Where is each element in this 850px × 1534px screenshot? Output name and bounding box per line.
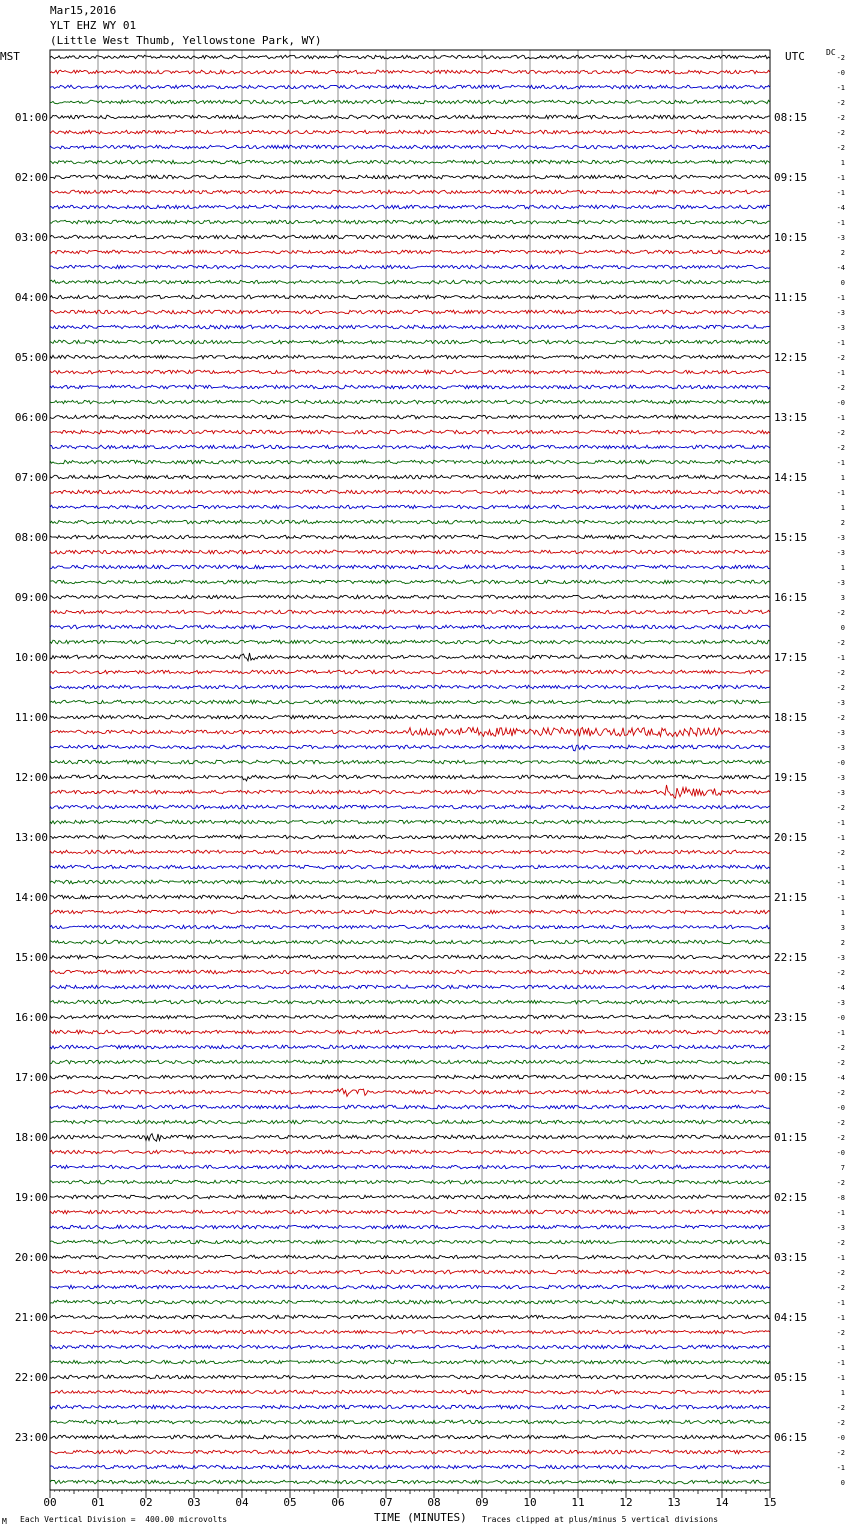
dc-offset-label: -1 (836, 879, 845, 887)
x-tick-label: 13 (667, 1496, 681, 1509)
trace-row-3 (50, 85, 770, 89)
dc-offset-label: 0 (840, 624, 845, 632)
dc-offset-label: 1 (840, 474, 845, 482)
header-date: Mar15,2016 (50, 4, 117, 17)
dc-offset-label: -4 (836, 204, 845, 212)
trace-row-51 (50, 805, 770, 809)
dc-offset-label: -2 (836, 1089, 845, 1097)
dc-offset-label: -3 (836, 699, 845, 707)
dc-offset-label: -0 (836, 1434, 845, 1442)
dc-offset-label: -2 (836, 1449, 845, 1457)
trace-row-91 (50, 1405, 770, 1409)
mst-hour-label: 18:00 (14, 1131, 48, 1144)
dc-offset-label: -1 (836, 294, 845, 302)
mst-hour-label: 19:00 (14, 1191, 48, 1204)
dc-offset-label: -1 (836, 174, 845, 182)
utc-hour-label: 08:15 (774, 111, 808, 124)
trace-row-43 (50, 685, 770, 689)
x-tick-label: 11 (571, 1496, 585, 1509)
trace-row-35 (50, 565, 770, 569)
trace-row-69 (50, 1075, 770, 1079)
dc-offset-label: -2 (836, 1269, 845, 1277)
dc-offset-label: -2 (836, 129, 845, 137)
dc-offset-label: -2 (836, 1284, 845, 1292)
dc-offset-label: -4 (836, 1074, 845, 1082)
dc-offset-label: -1 (836, 1299, 845, 1307)
trace-row-52 (50, 820, 770, 824)
trace-row-49 (50, 775, 770, 781)
dc-offset-label: -3 (836, 729, 845, 737)
mst-hour-label: 15:00 (14, 951, 48, 964)
utc-hour-label: 18:15 (774, 711, 808, 724)
dc-offset-label: -0 (836, 399, 845, 407)
trace-row-71 (50, 1105, 770, 1109)
trace-row-70 (50, 1089, 770, 1097)
utc-hour-label: 13:15 (774, 411, 808, 424)
mst-hour-label: 09:00 (14, 591, 48, 604)
dc-offset-label: -1 (836, 219, 845, 227)
x-tick-label: 06 (331, 1496, 345, 1509)
trace-row-44 (50, 700, 770, 704)
trace-row-84 (50, 1300, 770, 1304)
utc-hour-label: 16:15 (774, 591, 808, 604)
dc-offset-label: -1 (836, 1464, 845, 1472)
utc-hour-label: 19:15 (774, 771, 808, 784)
trace-row-18 (50, 310, 770, 314)
dc-offset-label: -1 (836, 189, 845, 197)
dc-offset-label: 2 (840, 249, 845, 257)
dc-offset-label: -3 (836, 744, 845, 752)
dc-offset-label: -2 (836, 609, 845, 617)
trace-row-1 (50, 55, 770, 59)
dc-offset-label: 0 (840, 1479, 845, 1487)
trace-row-34 (50, 550, 770, 554)
x-tick-label: 01 (91, 1496, 105, 1509)
trace-row-47 (50, 745, 770, 751)
trace-row-11 (50, 205, 770, 209)
trace-row-74 (50, 1150, 770, 1154)
trace-row-76 (50, 1180, 770, 1184)
x-tick-label: 10 (523, 1496, 537, 1509)
utc-hour-label: 22:15 (774, 951, 808, 964)
utc-hour-label: 21:15 (774, 891, 808, 904)
dc-offset-label: -3 (836, 549, 845, 557)
trace-row-63 (50, 985, 770, 989)
mst-hour-label: 10:00 (14, 651, 48, 664)
trace-row-37 (50, 595, 770, 599)
utc-hour-label: 20:15 (774, 831, 808, 844)
trace-row-79 (50, 1225, 770, 1229)
trace-row-77 (50, 1195, 770, 1199)
trace-row-39 (50, 625, 770, 629)
dc-offset-label: -3 (836, 789, 845, 797)
trace-row-12 (50, 220, 770, 224)
dc-offset-label: 1 (840, 159, 845, 167)
x-tick-label: 14 (715, 1496, 729, 1509)
dc-offset-label: -0 (836, 1014, 845, 1022)
x-tick-label: 12 (619, 1496, 633, 1509)
trace-row-53 (50, 835, 770, 839)
dc-offset-label: -2 (836, 1329, 845, 1337)
dc-offset-label: -3 (836, 579, 845, 587)
trace-row-54 (50, 850, 770, 854)
dc-offset-label: -2 (836, 354, 845, 362)
dc-offset-label: -4 (836, 264, 845, 272)
utc-hour-label: 12:15 (774, 351, 808, 364)
mst-hour-label: 06:00 (14, 411, 48, 424)
dc-offset-label: -2 (836, 144, 845, 152)
trace-row-31 (50, 505, 770, 509)
trace-row-73 (50, 1134, 770, 1142)
trace-row-30 (50, 490, 770, 494)
dc-offset-label: -8 (836, 1194, 845, 1202)
mst-hour-label: 16:00 (14, 1011, 48, 1024)
utc-hour-label: 05:15 (774, 1371, 808, 1384)
dc-offset-label: -3 (836, 954, 845, 962)
dc-offset-label: -1 (836, 369, 845, 377)
trace-row-20 (50, 340, 770, 344)
trace-row-67 (50, 1045, 770, 1049)
utc-hour-label: 17:15 (774, 651, 808, 664)
trace-row-6 (50, 130, 770, 134)
trace-row-29 (50, 475, 770, 479)
trace-row-14 (50, 250, 770, 254)
dc-offset-label: 1 (840, 564, 845, 572)
trace-row-41 (50, 653, 770, 661)
trace-row-87 (50, 1345, 770, 1349)
trace-row-85 (50, 1315, 770, 1319)
trace-row-56 (50, 880, 770, 884)
trace-row-88 (50, 1360, 770, 1364)
x-tick-label: 03 (187, 1496, 201, 1509)
trace-row-81 (50, 1255, 770, 1259)
trace-row-68 (50, 1060, 770, 1064)
dc-offset-label: -0 (836, 1104, 845, 1112)
trace-row-22 (50, 370, 770, 374)
trace-row-75 (50, 1165, 770, 1169)
dc-offset-label: -2 (836, 969, 845, 977)
trace-row-21 (50, 355, 770, 359)
x-tick-label: 02 (139, 1496, 153, 1509)
mst-hour-label: 17:00 (14, 1071, 48, 1084)
utc-hour-label: 00:15 (774, 1071, 808, 1084)
dc-offset-label: -2 (836, 1239, 845, 1247)
mst-hour-label: 08:00 (14, 531, 48, 544)
trace-row-24 (50, 400, 770, 404)
mst-hour-label: 05:00 (14, 351, 48, 364)
mst-hour-label: 13:00 (14, 831, 48, 844)
x-tick-label: 07 (379, 1496, 393, 1509)
utc-hour-label: 15:15 (774, 531, 808, 544)
dc-offset-label: 2 (840, 939, 845, 947)
dc-offset-label: 1 (840, 1389, 845, 1397)
trace-row-93 (50, 1435, 770, 1439)
dc-offset-label: -2 (836, 444, 845, 452)
dc-offset-label: -0 (836, 1149, 845, 1157)
dc-offset-label: -2 (836, 714, 845, 722)
trace-row-10 (50, 190, 770, 194)
trace-row-42 (50, 670, 770, 674)
trace-row-38 (50, 610, 770, 614)
trace-row-26 (50, 430, 770, 434)
trace-row-40 (50, 640, 770, 644)
trace-row-32 (50, 520, 770, 524)
trace-row-28 (50, 460, 770, 464)
trace-row-16 (50, 280, 770, 284)
header-location: (Little West Thumb, Yellowstone Park, WY) (50, 34, 322, 47)
trace-row-82 (50, 1270, 770, 1274)
dc-offset-label: -1 (836, 1209, 845, 1217)
dc-offset-label: -2 (836, 639, 845, 647)
scale-note: Each Vertical Division = 400.00 microvolts (20, 1515, 228, 1524)
utc-hour-label: 04:15 (774, 1311, 808, 1324)
utc-hour-label: 06:15 (774, 1431, 808, 1444)
dc-offset-label: -1 (836, 1344, 845, 1352)
utc-hour-label: 14:15 (774, 471, 808, 484)
mst-hour-label: 20:00 (14, 1251, 48, 1264)
dc-offset-label: 1 (840, 909, 845, 917)
trace-row-61 (50, 955, 770, 959)
dc-offset-label: -1 (836, 1029, 845, 1037)
trace-row-7 (50, 145, 770, 149)
dc-offset-label: -3 (836, 309, 845, 317)
dc-offset-label: -2 (836, 384, 845, 392)
utc-hour-label: 09:15 (774, 171, 808, 184)
trace-row-9 (50, 175, 770, 179)
trace-row-86 (50, 1330, 770, 1334)
dc-offset-label: -2 (836, 804, 845, 812)
trace-row-58 (50, 910, 770, 914)
trace-row-48 (50, 760, 770, 764)
dc-label: DC (826, 48, 836, 57)
x-tick-label: 04 (235, 1496, 249, 1509)
utc-hour-label: 01:15 (774, 1131, 808, 1144)
mst-hour-label: 04:00 (14, 291, 48, 304)
dc-offset-label: 3 (840, 924, 845, 932)
trace-row-57 (50, 895, 770, 899)
x-tick-label: 05 (283, 1496, 297, 1509)
x-tick-label: 09 (475, 1496, 489, 1509)
dc-offset-label: -2 (836, 1404, 845, 1412)
dc-offset-label: -3 (836, 1224, 845, 1232)
utc-hour-label: 23:15 (774, 1011, 808, 1024)
dc-offset-label: -2 (836, 1134, 845, 1142)
left-zone-label: MST (0, 50, 20, 63)
trace-row-2 (50, 70, 770, 74)
dc-offset-label: -1 (836, 414, 845, 422)
dc-offset-label: -2 (836, 1059, 845, 1067)
dc-offset-label: 0 (840, 279, 845, 287)
clip-note: Traces clipped at plus/minus 5 vertical divisions (482, 1515, 719, 1524)
trace-row-46 (50, 728, 770, 737)
dc-offset-label: 7 (840, 1164, 845, 1172)
dc-offset-label: -1 (836, 1374, 845, 1382)
dc-offset-label: 3 (840, 594, 845, 602)
trace-row-55 (50, 865, 770, 869)
dc-offset-label: -4 (836, 984, 845, 992)
trace-row-94 (50, 1450, 770, 1454)
trace-row-96 (50, 1480, 770, 1484)
dc-offset-label: -2 (836, 1044, 845, 1052)
trace-row-60 (50, 940, 770, 944)
mst-hour-label: 03:00 (14, 231, 48, 244)
trace-row-13 (50, 235, 770, 239)
dc-offset-label: -1 (836, 894, 845, 902)
mst-hour-label: 14:00 (14, 891, 48, 904)
dc-offset-label: -2 (836, 429, 845, 437)
dc-offset-label: -1 (836, 1359, 845, 1367)
utc-hour-label: 11:15 (774, 291, 808, 304)
dc-offset-label: -2 (836, 669, 845, 677)
dc-offset-label: -3 (836, 534, 845, 542)
trace-row-90 (50, 1390, 770, 1394)
dc-offset-label: -2 (836, 99, 845, 107)
trace-row-80 (50, 1240, 770, 1244)
dc-offset-label: -0 (836, 759, 845, 767)
dc-offset-label: -2 (836, 54, 845, 62)
trace-row-95 (50, 1465, 770, 1469)
trace-row-27 (50, 445, 770, 449)
dc-offset-label: -1 (836, 459, 845, 467)
utc-hour-label: 03:15 (774, 1251, 808, 1264)
x-tick-label: 00 (43, 1496, 57, 1509)
mst-hour-label: 07:00 (14, 471, 48, 484)
right-zone-label: UTC (785, 50, 805, 63)
trace-row-65 (50, 1015, 770, 1019)
x-tick-label: 08 (427, 1496, 441, 1509)
dc-offset-label: -1 (836, 1254, 845, 1262)
dc-offset-label: -2 (836, 849, 845, 857)
dc-offset-label: -3 (836, 774, 845, 782)
trace-row-92 (50, 1420, 770, 1424)
mst-hour-label: 22:00 (14, 1371, 48, 1384)
dc-offset-label: -3 (836, 999, 845, 1007)
dc-offset-label: -1 (836, 339, 845, 347)
utc-hour-label: 02:15 (774, 1191, 808, 1204)
dc-offset-label: -1 (836, 84, 845, 92)
dc-offset-label: -1 (836, 819, 845, 827)
trace-row-17 (50, 295, 770, 299)
dc-offset-label: -3 (836, 324, 845, 332)
mst-hour-label: 11:00 (14, 711, 48, 724)
dc-offset-label: -2 (836, 1179, 845, 1187)
trace-row-5 (50, 115, 770, 119)
dc-offset-label: -1 (836, 489, 845, 497)
header-station: YLT EHZ WY 01 (50, 19, 137, 32)
dc-offset-label: 2 (840, 519, 845, 527)
dc-offset-label: -3 (836, 234, 845, 242)
mst-hour-label: 21:00 (14, 1311, 48, 1324)
dc-offset-label: -1 (836, 654, 845, 662)
trace-row-19 (50, 325, 770, 329)
mst-hour-label: 23:00 (14, 1431, 48, 1444)
trace-row-89 (50, 1375, 770, 1379)
trace-row-64 (50, 1000, 770, 1004)
time-axis-title: TIME (MINUTES) (374, 1511, 467, 1524)
corner-mark: M (2, 1517, 7, 1526)
dc-offset-label: -2 (836, 684, 845, 692)
trace-row-62 (50, 970, 770, 974)
dc-offset-label: -2 (836, 114, 845, 122)
x-tick-label: 15 (763, 1496, 777, 1509)
utc-hour-label: 10:15 (774, 231, 808, 244)
dc-offset-label: -1 (836, 1314, 845, 1322)
mst-hour-label: 02:00 (14, 171, 48, 184)
trace-row-83 (50, 1285, 770, 1289)
trace-row-50 (50, 785, 770, 798)
dc-offset-label: 1 (840, 504, 845, 512)
trace-row-78 (50, 1210, 770, 1214)
trace-row-33 (50, 535, 770, 539)
trace-row-36 (50, 580, 770, 584)
trace-row-23 (50, 385, 770, 389)
trace-row-8 (50, 160, 770, 164)
trace-row-72 (50, 1120, 770, 1124)
mst-hour-label: 12:00 (14, 771, 48, 784)
dc-offset-label: -2 (836, 1119, 845, 1127)
trace-row-66 (50, 1030, 770, 1034)
dc-offset-label: -1 (836, 864, 845, 872)
mst-hour-label: 01:00 (14, 111, 48, 124)
trace-row-15 (50, 265, 770, 269)
dc-offset-label: -2 (836, 1419, 845, 1427)
dc-offset-label: -1 (836, 834, 845, 842)
trace-row-45 (50, 715, 770, 719)
dc-offset-label: -0 (836, 69, 845, 77)
trace-row-4 (50, 100, 770, 104)
trace-row-59 (50, 925, 770, 929)
trace-row-25 (50, 415, 770, 419)
